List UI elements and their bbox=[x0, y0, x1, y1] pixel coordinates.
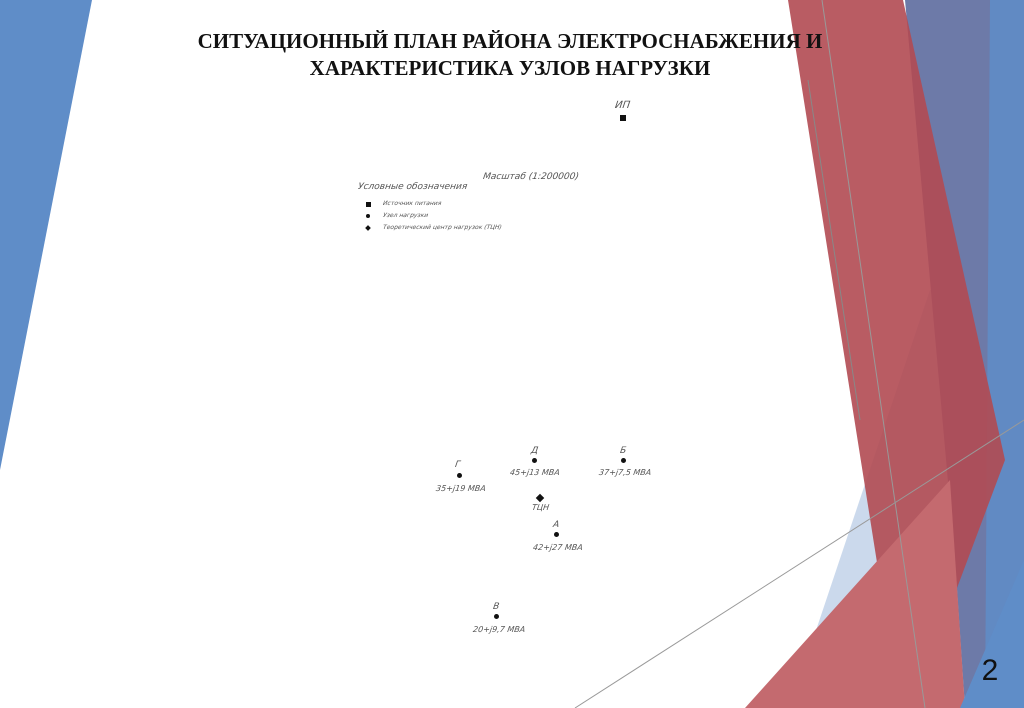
slide-title bbox=[150, 28, 870, 82]
node-d-circle-icon bbox=[532, 458, 537, 463]
legend-label-source: Источник питания bbox=[382, 200, 442, 207]
source-label: ИП bbox=[614, 100, 631, 111]
node-v-name: В bbox=[492, 602, 500, 612]
node-b-name: Б bbox=[619, 446, 627, 456]
node-g-circle-icon bbox=[457, 473, 462, 478]
legend-label-center: Теоретический центр нагрузок (ТЦН) bbox=[382, 224, 503, 231]
node-a-load: 42+j27 МВА bbox=[532, 543, 584, 552]
node-g-name: Г bbox=[454, 460, 461, 470]
node-v-load: 20+j9,7 МВА bbox=[472, 625, 526, 634]
node-a-circle-icon bbox=[554, 532, 559, 537]
node-b-circle-icon bbox=[621, 458, 626, 463]
node-g-load: 35+j19 МВА bbox=[435, 484, 487, 493]
slide-number: 2 bbox=[981, 654, 999, 687]
node-d-name: Д bbox=[530, 446, 539, 456]
scale-label: Масштаб (1:200000) bbox=[482, 172, 580, 182]
legend-square-icon bbox=[366, 202, 371, 207]
title-line-1: СИТУАЦИОННЫЙ ПЛАН РАЙОНА ЭЛЕКТРОСНАБЖЕНИЯ И bbox=[197, 29, 823, 53]
legend-label-node: Узел нагрузки bbox=[382, 212, 429, 219]
node-b-load: 37+j7,5 МВА bbox=[598, 468, 652, 477]
legend-circle-icon bbox=[366, 214, 370, 218]
left-blue-band bbox=[0, 0, 92, 470]
node-v-circle-icon bbox=[494, 614, 499, 619]
power-source-square-icon bbox=[620, 115, 626, 121]
node-d-load: 45+j13 МВА bbox=[509, 468, 561, 477]
load-center-label: ТЦН bbox=[531, 503, 550, 512]
legend-title: Условные обозначения bbox=[357, 182, 468, 192]
node-a-name: А bbox=[552, 520, 560, 530]
title-line-2: ХАРАКТЕРИСТИКА УЗЛОВ НАГРУЗКИ bbox=[309, 56, 711, 80]
